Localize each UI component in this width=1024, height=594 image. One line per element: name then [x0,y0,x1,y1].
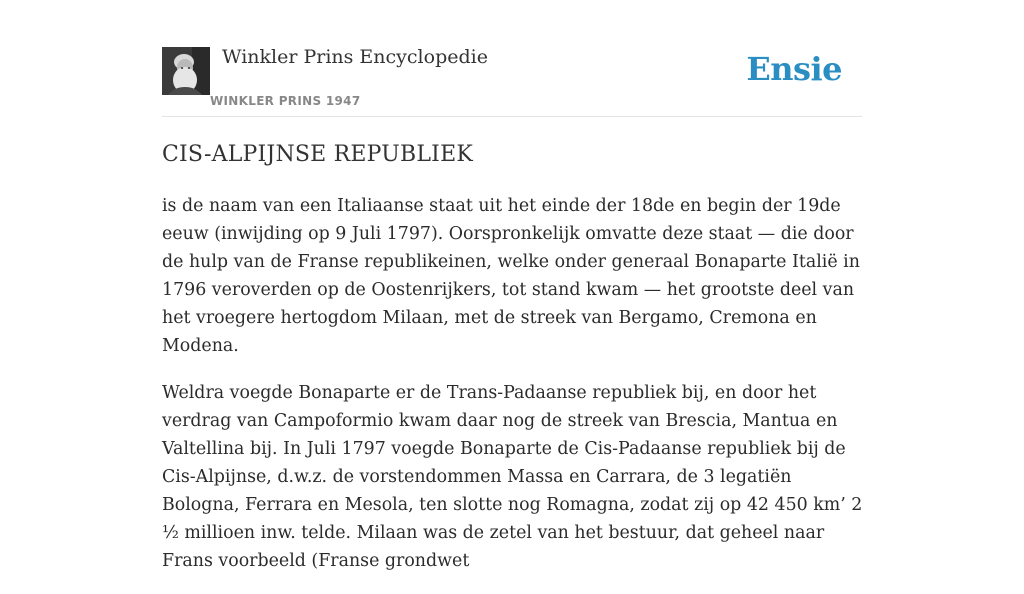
edition-label[interactable]: WINKLER PRINS 1947 [210,94,361,108]
article-title: CIS-ALPIJNSE REPUBLIEK [162,142,473,167]
article-paragraph: is de naam van een Italiaanse staat uit het einde der 18de en begin der 19de eeuw (inwijding op 9 Juli 1797). Oorspronkelijk omvatte deze staat — die door de hulp van de Franse republikeinen, welke onder generaal Bonaparte Italië in 1796 veroverden op de Oostenrijkers, tot stand kwam — het grootste deel van het vroegere hertogdom Milaan, met de streek van Bergamo, Cremona en Modena. [162,196,860,356]
page [162,0,863,571]
bearded-man-portrait-icon [162,47,210,95]
site-title[interactable]: Winkler Prins Encyclopedie [222,46,488,68]
article-body [162,192,872,594]
site-header [162,0,862,117]
article-paragraph: Weldra voegde Bonaparte er de Trans-Padaanse republiek bij, en door het verdrag van Campoformio kwam daar nog de streek van Brescia, Mantua en Valtellina bij. In Juli 1797 voegde Bonaparte de Cis-Padaanse republiek bij de Cis-Alpijnse, d.w.z. de vorstendommen Massa en Carrara, de 3 legatiën Bologna, Ferrara en Mesola, ten slotte nog Romagna, zodat zij op 42 450 km’ 2 ½ millioen inw. telde. Milaan was de zetel van het bestuur, dat geheel naar Frans voorbeeld (Franse grondwet [162,383,863,571]
author-avatar[interactable] [162,47,210,95]
ensie-logo[interactable]: Ensie [746,50,842,88]
